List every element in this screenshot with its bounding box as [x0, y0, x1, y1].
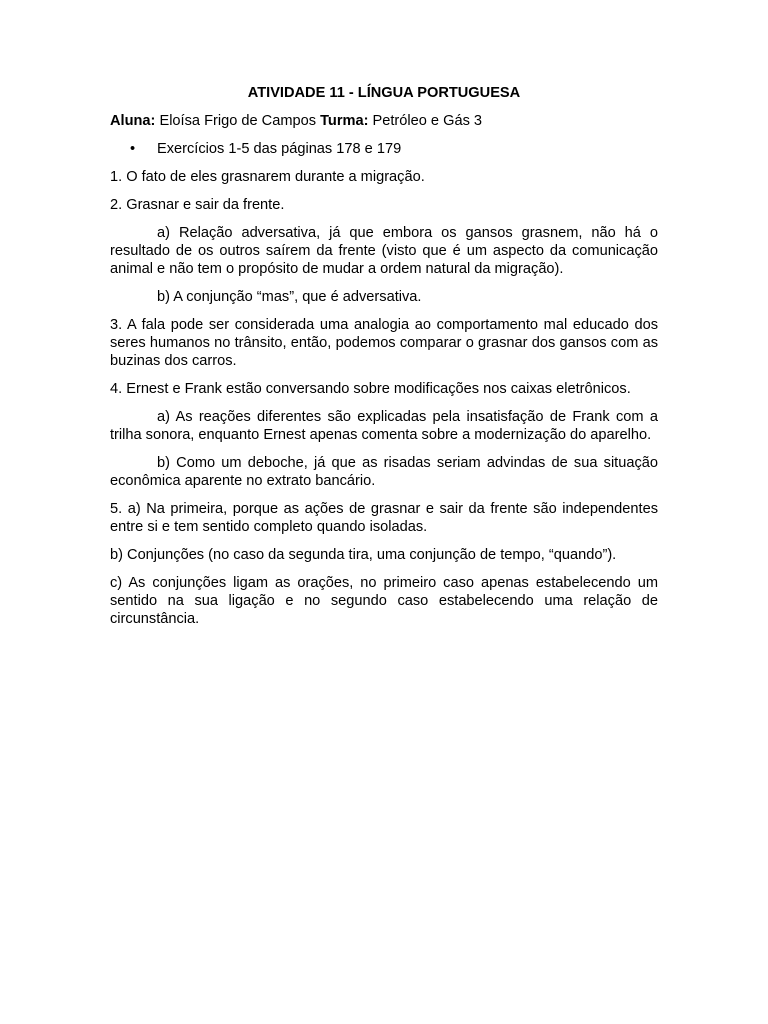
student-name: Eloísa Frigo de Campos: [155, 113, 321, 129]
class-label: Turma:: [320, 113, 369, 129]
document-page: [110, 84, 658, 638]
answer-2: 2. Grasnar e sair da frente.: [110, 197, 285, 213]
document-title: ATIVIDADE 11 - LÍNGUA PORTUGUESA: [247, 85, 521, 101]
answer-4a: a) As reações diferentes são explicadas pela insatisfação de Frank com a trilha sonora, enquanto Ernest apenas comenta sobre a modernização do aparelho.: [110, 409, 658, 443]
bullet-text: Exercícios 1-5 das páginas 178 e 179: [157, 141, 402, 157]
answer-3: 3. A fala pode ser considerada uma analogia ao comportamento mal educado dos seres humanos no trânsito, então, podemos comparar o grasnar dos gansos com as buzinas dos carros.: [110, 317, 658, 369]
student-label: Aluna:: [110, 113, 156, 129]
student-info-line: [110, 112, 658, 130]
answer-2a: a) Relação adversativa, já que embora os gansos grasnem, não há o resultado de os outros saírem da frente (visto que é um aspecto da comunicação animal e não tem o propósito de mudar a ordem natural da migração).: [110, 225, 658, 277]
answer-2b: b) A conjunção “mas”, que é adversativa.: [157, 289, 422, 305]
answer-5c: c) As conjunções ligam as orações, no primeiro caso apenas estabelecendo um sentido na sua ligação e no segundo caso estabelecendo uma relação de circunstância.: [110, 575, 658, 627]
answer-1: 1. O fato de eles grasnarem durante a migração.: [110, 169, 425, 185]
answer-5a: 5. a) Na primeira, porque as ações de grasnar e sair da frente são independentes entre si e tem sentido completo quando isoladas.: [110, 501, 658, 535]
exercise-bullet: [110, 140, 658, 158]
class-name: Petróleo e Gás 3: [368, 113, 483, 129]
answer-4b: b) Como um deboche, já que as risadas seriam advindas de sua situação econômica aparente no extrato bancário.: [110, 455, 658, 489]
answer-5b: b) Conjunções (no caso da segunda tira, uma conjunção de tempo, “quando”).: [110, 547, 617, 563]
bullet-icon: •: [130, 141, 136, 157]
answer-4: 4. Ernest e Frank estão conversando sobre modificações nos caixas eletrônicos.: [110, 381, 631, 397]
